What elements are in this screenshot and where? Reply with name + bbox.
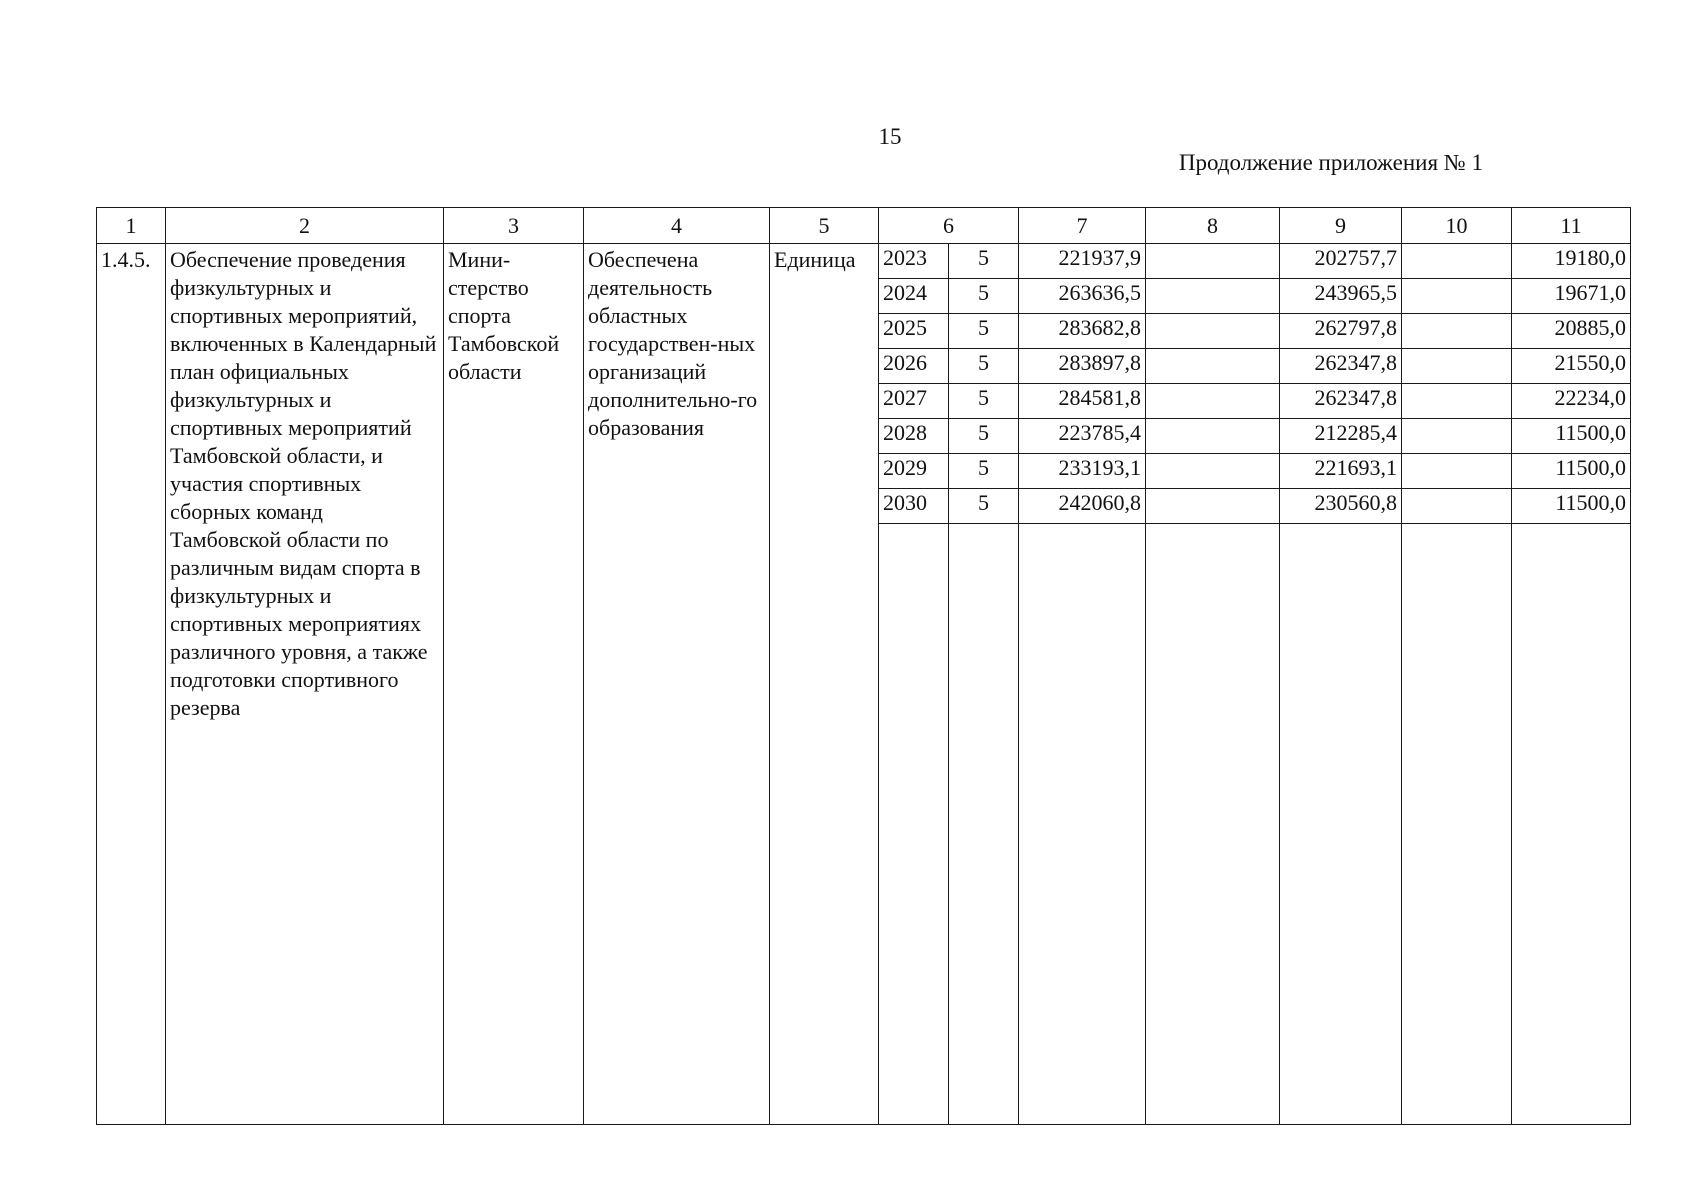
col10-cell xyxy=(1402,349,1512,384)
total-cell: 283682,8 xyxy=(1019,314,1146,349)
col11-cell: 11500,0 xyxy=(1512,419,1631,454)
col-header-10: 10 xyxy=(1402,208,1512,244)
col10-cell xyxy=(1402,244,1512,279)
result-description: Обеспечена деятельность областных государствен-ных организаций дополнительно-го образования xyxy=(584,244,770,1125)
col-header-1: 1 xyxy=(97,208,166,244)
col10-cell xyxy=(1402,454,1512,489)
appendix-note: Продолжение приложения № 1 xyxy=(1178,150,1483,175)
col8-cell xyxy=(1146,314,1280,349)
col-header-3: 3 xyxy=(444,208,584,244)
col9-cell: 243965,5 xyxy=(1280,279,1402,314)
year-cell: 2026 xyxy=(879,349,949,384)
col8-cell xyxy=(1146,244,1280,279)
indicator-cell: 5 xyxy=(949,349,1019,384)
col9-cell: 221693,1 xyxy=(1280,454,1402,489)
col-header-11: 11 xyxy=(1512,208,1631,244)
col11-cell: 11500,0 xyxy=(1512,454,1631,489)
empty-cell xyxy=(1280,524,1402,1125)
indicator-cell: 5 xyxy=(949,314,1019,349)
year-cell: 2027 xyxy=(879,384,949,419)
col8-cell xyxy=(1146,489,1280,524)
col11-cell: 19180,0 xyxy=(1512,244,1631,279)
indicator-cell: 5 xyxy=(949,244,1019,279)
indicator-cell: 5 xyxy=(949,454,1019,489)
col9-cell: 262347,8 xyxy=(1280,384,1402,419)
total-cell: 221937,9 xyxy=(1019,244,1146,279)
col8-cell xyxy=(1146,419,1280,454)
col9-cell: 262347,8 xyxy=(1280,349,1402,384)
col11-cell: 20885,0 xyxy=(1512,314,1631,349)
col10-cell xyxy=(1402,279,1512,314)
empty-cell xyxy=(879,524,949,1125)
col-header-4: 4 xyxy=(584,208,770,244)
total-cell: 284581,8 xyxy=(1019,384,1146,419)
total-cell: 263636,5 xyxy=(1019,279,1146,314)
indicator-cell: 5 xyxy=(949,489,1019,524)
col9-cell: 202757,7 xyxy=(1280,244,1402,279)
col-header-6: 6 xyxy=(879,208,1019,244)
item-number: 1.4.5. xyxy=(97,244,166,1125)
indicator-cell: 5 xyxy=(949,279,1019,314)
col10-cell xyxy=(1402,314,1512,349)
total-cell: 223785,4 xyxy=(1019,419,1146,454)
program-table xyxy=(96,207,1631,1125)
col9-cell: 262797,8 xyxy=(1280,314,1402,349)
year-cell: 2029 xyxy=(879,454,949,489)
col-header-2: 2 xyxy=(166,208,444,244)
col11-cell: 19671,0 xyxy=(1512,279,1631,314)
indicator-cell: 5 xyxy=(949,419,1019,454)
year-cell: 2025 xyxy=(879,314,949,349)
col8-cell xyxy=(1146,384,1280,419)
empty-cell xyxy=(1019,524,1146,1125)
col11-cell: 21550,0 xyxy=(1512,349,1631,384)
col8-cell xyxy=(1146,454,1280,489)
col-header-7: 7 xyxy=(1019,208,1146,244)
col11-cell: 22234,0 xyxy=(1512,384,1631,419)
col8-cell xyxy=(1146,279,1280,314)
column-number-row xyxy=(97,208,1631,244)
empty-cell xyxy=(1146,524,1280,1125)
year-cell: 2023 xyxy=(879,244,949,279)
indicator-cell: 5 xyxy=(949,384,1019,419)
unit-of-measure: Единица xyxy=(770,244,879,1125)
col9-cell: 212285,4 xyxy=(1280,419,1402,454)
col8-cell xyxy=(1146,349,1280,384)
empty-cell xyxy=(949,524,1019,1125)
year-cell: 2028 xyxy=(879,419,949,454)
col9-cell: 230560,8 xyxy=(1280,489,1402,524)
col10-cell xyxy=(1402,489,1512,524)
total-cell: 233193,1 xyxy=(1019,454,1146,489)
table-row xyxy=(97,244,1631,279)
empty-cell xyxy=(1402,524,1512,1125)
col11-cell: 11500,0 xyxy=(1512,489,1631,524)
col-header-8: 8 xyxy=(1146,208,1280,244)
total-cell: 283897,8 xyxy=(1019,349,1146,384)
executor: Мини-стерство спорта Тамбовской области xyxy=(444,244,584,1125)
col10-cell xyxy=(1402,419,1512,454)
total-cell: 242060,8 xyxy=(1019,489,1146,524)
col10-cell xyxy=(1402,384,1512,419)
empty-cell xyxy=(1512,524,1631,1125)
measure-name: Обеспечение проведения физкультурных и спортивных мероприятий, включенных в Календарный план официальных физкультурных и спортивных мероприятий Тамбовской области, и участия спортивных сборных команд Тамбовской области по различным видам спорта в физкультурных и спортивных мероприятиях различного уровня, а также подготовки спортивного резерва xyxy=(166,244,444,1125)
year-cell: 2030 xyxy=(879,489,949,524)
col-header-5: 5 xyxy=(770,208,879,244)
year-cell: 2024 xyxy=(879,279,949,314)
col-header-9: 9 xyxy=(1280,208,1402,244)
page-number: 15 xyxy=(878,124,902,149)
